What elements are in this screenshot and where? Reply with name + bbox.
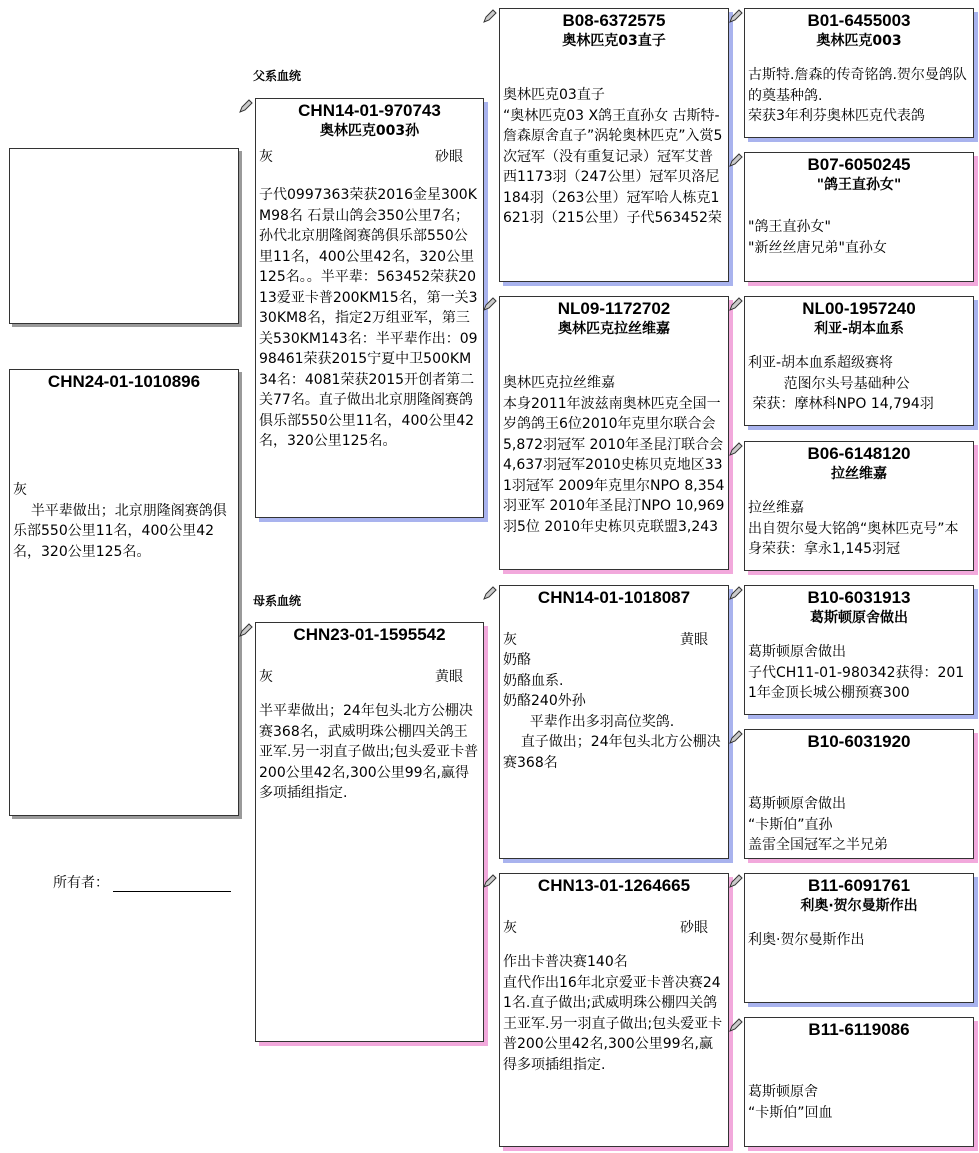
owner-signature-line[interactable]: [113, 875, 231, 892]
dds-notes: 利奥·贺尔曼斯作出: [748, 932, 865, 948]
pencil-icon[interactable]: [728, 1017, 744, 1033]
dam-notes: 半平辈做出；24年包头北方公棚决赛368名，武威明珠公棚四关鸽王亚军.另一羽直子做出;包头爱亚卡普200公里42名,300公里99名,赢得多项插组指定.: [259, 703, 479, 801]
ss-notes: 奥林匹克03直子 “奥林匹克03 X鸽王直孙女 古斯特-詹森原舍直子”涡轮奥林匹克”入赏5次冠军（没有重复记录）冠军艾普西1173羽（247公里）冠军贝洛尼184羽（263公里）冠军哈人栋克1621羽（215公里）子代563452荣: [503, 87, 723, 226]
subject-notes: 灰 半平辈做出；北京朋隆阁赛鸽俱乐部550公里11名，400公里42名，320公里125名。: [13, 482, 227, 560]
dds-ring-number: B11-6091761: [807, 876, 911, 895]
ssd-ring-number: B07-6050245: [807, 155, 911, 174]
dsd-ring-number: B10-6031920: [807, 732, 911, 751]
dd-notes: 作出卡普决赛140名 直代作出16年北京爱亚卡普决赛241名.直子做出;武威明珠公棚四关鸽王亚军.另一羽直子做出;包头爱亚卡普200公里42名,300公里99名,赢得多项插组指定.: [503, 954, 723, 1073]
sire-ring-number: CHN14-01-970743: [298, 101, 441, 120]
sdd-ring-number: B06-6148120: [807, 444, 911, 463]
pencil-icon[interactable]: [238, 98, 254, 114]
dam-card[interactable]: [255, 622, 484, 1042]
pigeon-photo-frame: [9, 148, 239, 324]
pencil-icon[interactable]: [728, 585, 744, 601]
sds-name: 利亚-胡本血系: [814, 321, 904, 337]
ss-ring-number: B08-6372575: [562, 11, 666, 30]
sdd-card[interactable]: [744, 441, 974, 571]
ssd-card[interactable]: [744, 152, 974, 282]
pencil-icon[interactable]: [728, 8, 744, 24]
sire-card[interactable]: [255, 98, 484, 518]
pencil-icon[interactable]: [728, 152, 744, 168]
pencil-icon[interactable]: [482, 296, 498, 312]
pencil-icon[interactable]: [238, 622, 254, 638]
pencil-icon[interactable]: [482, 585, 498, 601]
dam-dam-card[interactable]: [499, 873, 729, 1147]
sire-name: 奥林匹克003孙: [319, 123, 420, 139]
sds-card[interactable]: [744, 296, 974, 426]
sd-ring-number: NL09-1172702: [557, 299, 671, 318]
sss-name: 奥林匹克003: [816, 33, 902, 49]
sds-ring-number: NL00-1957240: [802, 299, 916, 318]
sire-notes: 子代0997363荣获2016金星300KM98名 石景山鸽会350公里7名；孙代北京朋隆阁赛鸽俱乐部550公里11名，400公里42名，320公里125名。。半平辈：563452荣获2013爱亚卡普200KM15名，第一关330KM8名，指定2万组亚军，第三关530KM143名：半平辈作出：0998461荣获2015宁夏中卫500KM34名：4081荣获2015开创者第二关77名。直子做出北京朋隆阁赛鸽俱乐部550公里11名，400公里42名，320公里125名。: [259, 187, 478, 449]
pencil-icon[interactable]: [728, 296, 744, 312]
ddd-ring-number: B11-6119086: [808, 1020, 910, 1039]
ssd-notes: "鸽王直孙女" "新丝丝唐兄弟"直孙女: [748, 219, 887, 256]
sire-eye: 砂眼: [435, 149, 463, 165]
owner-field: [53, 872, 231, 892]
dam-ring-number: CHN23-01-1595542: [293, 625, 446, 644]
dam-eye: 黄眼: [435, 669, 463, 685]
sd-name: 奥林匹克拉丝维嘉: [558, 321, 670, 337]
sss-card[interactable]: [744, 8, 974, 138]
dam-color: 灰: [259, 669, 273, 685]
sire-line-label: 父系血统: [253, 69, 302, 83]
ds-ring-number: CHN14-01-1018087: [537, 588, 691, 607]
ddd-notes: 葛斯顿原舍 “卡斯伯”回血: [748, 1084, 833, 1121]
subject-card[interactable]: [9, 369, 239, 816]
pencil-icon[interactable]: [728, 441, 744, 457]
sdd-name: 拉丝维嘉: [831, 466, 887, 482]
subject-ring-number: CHN24-01-1010896: [47, 372, 201, 391]
sire-color: 灰: [259, 149, 273, 165]
dss-notes: 葛斯顿原舍做出 子代CH11-01-980342获得：2011年金顶长城公棚预赛300: [748, 644, 965, 701]
pencil-icon[interactable]: [482, 873, 498, 889]
ds-notes: 奶酪 奶酪血系. 奶酪240外孙 平辈作出多羽高位奖鸽. 直子做出；24年包头北方公棚决赛368名: [503, 652, 721, 771]
sire-dam-card[interactable]: [499, 296, 729, 570]
sss-notes: 古斯特.詹森的传奇铭鸽.贺尔曼鸽队的奠基种鸽. 荣获3年利芬奥林匹克代表鸽: [748, 67, 967, 124]
dds-card[interactable]: [744, 873, 974, 1003]
sds-notes: 利亚-胡本血系超级赛将 范图尔头号基础种公 荣获：摩林科NPO 14,794羽: [748, 355, 934, 412]
pencil-icon[interactable]: [482, 8, 498, 24]
pencil-icon[interactable]: [728, 873, 744, 889]
ddd-card[interactable]: [744, 1017, 974, 1147]
ds-color: 灰: [503, 632, 517, 648]
owner-label: 所有者：: [53, 875, 109, 891]
sdd-notes: 拉丝维嘉 出自贺尔曼大铭鸽“奥林匹克号”本身荣获：拿永1,145羽冠: [748, 500, 959, 557]
dss-ring-number: B10-6031913: [807, 588, 911, 607]
sss-ring-number: B01-6455003: [807, 11, 911, 30]
dam-sire-card[interactable]: [499, 585, 729, 859]
dam-line-label: 母系血统: [253, 594, 302, 608]
dsd-card[interactable]: [744, 729, 974, 859]
ss-name: 奥林匹克03直子: [562, 33, 666, 49]
ssd-name: "鸽王直孙女": [816, 177, 902, 193]
dsd-notes: 葛斯顿原舍做出 “卡斯伯”直孙 盖雷全国冠军之半兄弟: [748, 796, 888, 853]
ds-eye: 黄眼: [680, 632, 708, 648]
dd-eye: 砂眼: [680, 920, 708, 936]
dss-name: 葛斯顿原舍做出: [810, 610, 908, 626]
dd-color: 灰: [503, 920, 517, 936]
dss-card[interactable]: [744, 585, 974, 715]
sire-sire-card[interactable]: [499, 8, 729, 282]
dds-name: 利奥·贺尔曼斯作出: [800, 898, 918, 914]
dd-ring-number: CHN13-01-1264665: [537, 876, 691, 895]
sd-notes: 奥林匹克拉丝维嘉 本身2011年波兹南奥林匹克全国一岁鸽鸽王6位2010年克里尔联合会5,872羽冠军 2010年圣昆汀联合会4,637羽冠军2010史栋贝克地区331羽冠军 2009年克里尔NPO 8,354羽亚军 2010年圣昆汀NPO 10,969羽5位 2010年史栋贝克联盟3,243: [503, 375, 725, 535]
pencil-icon[interactable]: [728, 729, 744, 745]
